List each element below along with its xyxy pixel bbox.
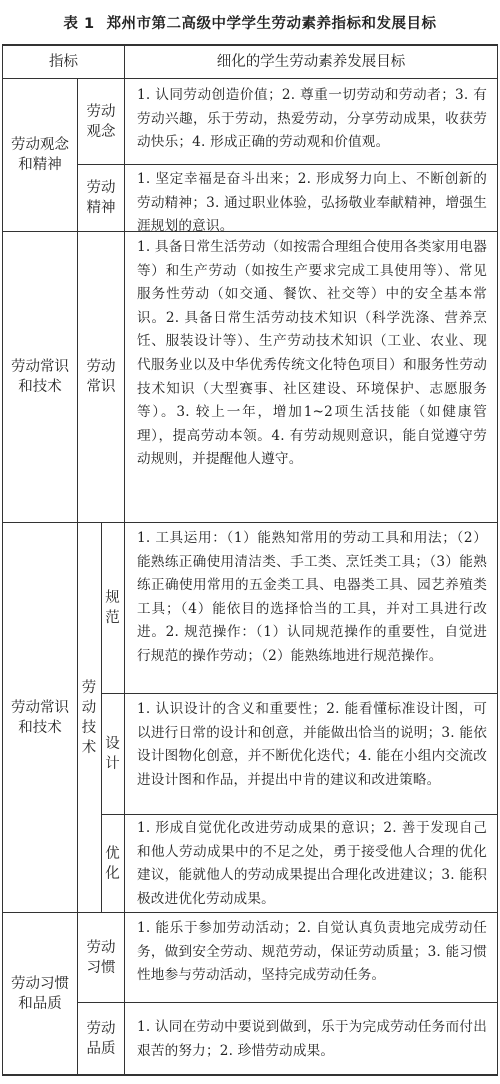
category-cell: 劳动常识和技术 xyxy=(11,359,69,395)
subcategory-cell: 劳动常识 xyxy=(86,359,116,395)
table-number: 表 1 xyxy=(63,15,95,32)
goal-text: 1. 能乐于参加劳动活动；2. 自觉认真负责地完成劳动任务，做到安全劳动、规范劳动，保证劳动质量；3. 能习惯性地参与劳动活动，坚持完成劳动任务。 xyxy=(137,920,487,984)
category-cell: 劳动习惯和品质 xyxy=(11,975,69,1012)
rule-bottom xyxy=(2,1074,498,1076)
goal-text: 1. 认识设计的含义和重要性；2. 能看懂标准设计图，可以进行日常的设计和创意，并能做出恰当的说明；3. 能依设计图物化创意，并不断优化迭代；4. 能在小组内交流改进设计图和作品，并提出中肯的建议和改进策略。 xyxy=(137,701,487,788)
rule xyxy=(77,522,78,912)
subcategory-cell: 劳动观念 xyxy=(86,103,116,140)
subcategory-cell: 劳动品质 xyxy=(86,1020,116,1057)
goal-text: 1. 认同在劳动中要说到做到，乐于为完成劳动任务而付出艰苦的努力；2. 珍惜劳动成果。 xyxy=(137,1019,487,1059)
rule xyxy=(77,1002,498,1003)
rule-right xyxy=(497,44,498,1075)
subcategory-cell: 劳动精神 xyxy=(86,180,116,216)
rule-left xyxy=(2,44,3,1075)
rule xyxy=(101,693,498,694)
header-indicator: 指标 xyxy=(49,53,78,70)
category-cell: 劳动常识和技术 xyxy=(11,699,69,736)
detail-cell: 规范 xyxy=(105,590,120,626)
detail-cell: 设计 xyxy=(105,736,120,772)
goal-text: 1. 认同劳动创造价值；2. 尊重一切劳动和劳动者；3. 有劳动兴趣，乐于劳动，热爱劳动，分享劳动成果，收获劳动快乐；4. 形成正确的劳动观和价值观。 xyxy=(137,87,487,151)
header-goals: 细化的学生劳动素养发展目标 xyxy=(216,53,406,70)
category-cell: 劳动观念和精神 xyxy=(11,137,69,173)
rule xyxy=(77,912,78,1074)
detail-cell: 优化 xyxy=(105,845,120,882)
rule xyxy=(77,78,78,522)
subcategory-cell: 劳动技术 xyxy=(81,679,97,756)
subcategory-cell: 劳动习惯 xyxy=(86,939,116,976)
goal-text: 1. 工具运用：（1）能熟知常用的劳动工具和用法；（2）能熟练正确使用清洁类、手工类、烹饪类工具；（3）能熟练正确使用常用的五金类工具、电器类工具、园艺养殖类工具；（4）能依目的选择恰当的工具，并对工具进行改进。2. 规范操作：（1）认同规范操作的重要性，自觉进行规范的操作劳动；（2）能熟练地进行规范操作。 xyxy=(137,530,487,664)
rule xyxy=(101,814,498,815)
goal-text: 1. 形成自觉优化改进劳动成果的意识；2. 善于发现自己和他人劳动成果中的不足之处，勇于接受他人合理的优化建议，能就他人的劳动成果提出合理化改进建议；3. 能积极改进优化劳动成果。 xyxy=(137,820,487,907)
rule xyxy=(77,164,498,165)
goal-text: 1. 具备日常生活劳动（如按需合理组合使用各类家用电器等）和生产劳动（如按生产要求完成工具使用等）、常见服务性劳动（如交通、餐饮、社交等）中的安全基本常识。2. 具备日常生活劳动技术知识（科学洗涤、营养烹饪、服装设计等）、生产劳动技术知识（工业、农业、现代服务业以及中华优秀传统文化特色项目）和服务性劳动技术知识（大型赛事、社区建设、环境保护、志愿服务等）。3. 较上一年，增加1~2项生活技能（如健康管理），提高劳动本领。4. 有劳动规则意识，能自觉遵守劳动规则，并提醒他人遵守。 xyxy=(137,239,487,468)
goal-text: 1. 坚定幸福是奋斗出来；2. 形成努力向上、不断创新的劳动精神；3. 通过职业体验，弘扬敬业奉献精神，增强生涯规划的意识。 xyxy=(137,171,487,235)
rule xyxy=(101,522,102,912)
table-title: 郑州市第二高级中学学生劳动素养指标和发展目标 xyxy=(106,15,437,32)
